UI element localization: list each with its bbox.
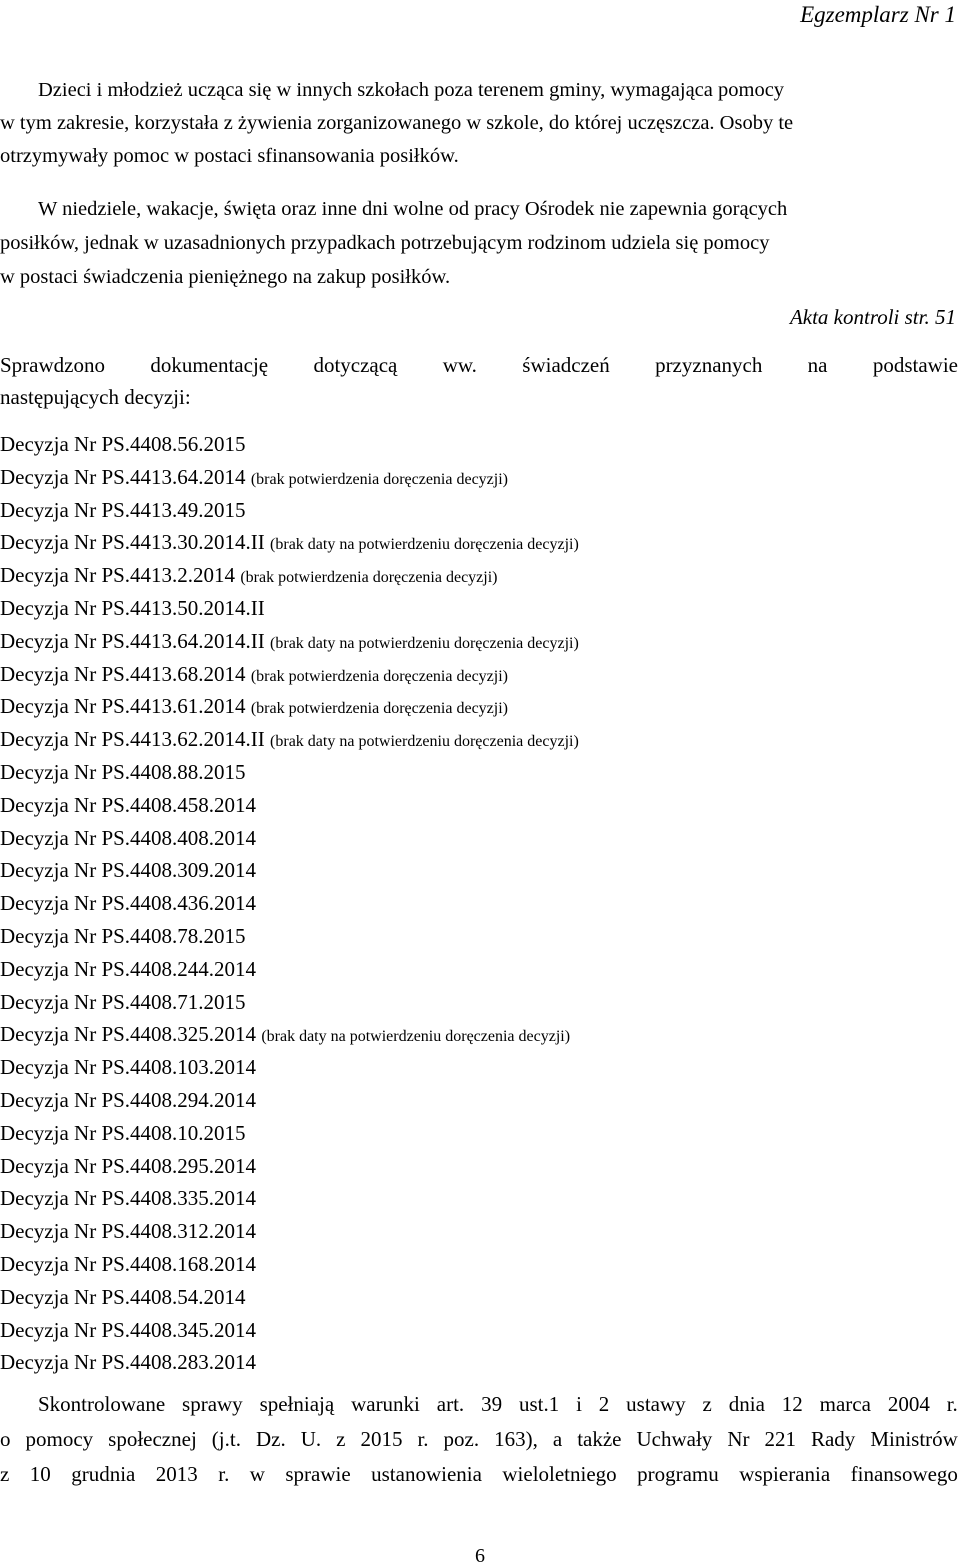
justified-line — [0, 1457, 958, 1492]
word: marca — [819, 1392, 871, 1416]
decision-number: Decyzja Nr PS.4413.50.2014.II — [0, 595, 265, 620]
decision-note: (brak potwierdzenia doręczenia decyzji) — [240, 569, 498, 587]
word: w — [249, 1462, 265, 1486]
decision-item — [0, 756, 579, 789]
paragraph-line: W niedziele, wakacje, święta oraz inne dni wolne od pracy Ośrodek nie zapewnia gorących — [38, 198, 788, 220]
word: także — [577, 1427, 622, 1451]
word: i — [576, 1392, 582, 1416]
word: Skontrolowane — [38, 1392, 166, 1416]
decision-number: Decyzja Nr PS.4413.30.2014.II — [0, 530, 265, 555]
word: 2 — [598, 1392, 610, 1416]
page-number: 6 — [475, 1545, 485, 1567]
word: Nr — [727, 1427, 750, 1451]
word: społecznej — [108, 1427, 197, 1451]
word: sprawy — [182, 1392, 243, 1416]
decision-number: Decyzja Nr PS.4408.56.2015 — [0, 432, 246, 456]
word: na — [807, 353, 828, 377]
paragraph-line: w tym zakresie, korzystała z żywienia zorganizowanego w szkole, do której uczęszcza. Osoby te — [0, 112, 794, 134]
word: przyznanych — [655, 353, 763, 377]
justified-line — [0, 349, 958, 381]
decision-note: (brak potwierdzenia doręczenia decyzji) — [250, 700, 508, 718]
decision-item — [0, 461, 579, 494]
word: 163), — [494, 1427, 538, 1451]
word: dnia — [728, 1392, 765, 1416]
decision-number: Decyzja Nr PS.4408.103.2014 — [0, 1055, 257, 1080]
paragraph-conclusion — [0, 1387, 958, 1492]
word: pomocy — [25, 1427, 94, 1451]
decision-item — [0, 854, 579, 887]
decision-number: Decyzja Nr PS.4408.78.2015 — [0, 923, 246, 948]
justified-line — [0, 1422, 958, 1457]
decision-number: Decyzja Nr PS.4408.168.2014 — [0, 1251, 257, 1276]
copy-number-header: Egzemplarz Nr 1 — [800, 2, 956, 27]
decision-number: Decyzja Nr PS.4408.294.2014 — [0, 1087, 257, 1112]
word: Ministrów — [870, 1427, 958, 1451]
decision-number: Decyzja Nr PS.4408.436.2014 — [0, 891, 257, 916]
word: podstawie — [872, 353, 958, 377]
decision-item — [0, 822, 579, 855]
word: 39 — [481, 1392, 503, 1416]
decision-note: (brak daty na potwierdzeniu doręczenia decyzji) — [270, 733, 579, 751]
word: r. — [946, 1392, 958, 1416]
word: Uchwały — [636, 1427, 713, 1451]
decision-number: Decyzja Nr PS.4413.64.2014 — [0, 464, 246, 489]
decision-item — [0, 690, 579, 723]
word: art. — [436, 1392, 465, 1416]
paragraph-documentation-checked — [0, 349, 958, 413]
decision-number: Decyzja Nr PS.4408.345.2014 — [0, 1317, 257, 1342]
decision-item — [0, 1117, 579, 1150]
word: poz. — [443, 1427, 480, 1451]
word: 12 — [781, 1392, 803, 1416]
word: 2015 — [360, 1427, 403, 1451]
decision-number: Decyzja Nr PS.4408.335.2014 — [0, 1186, 257, 1211]
decision-number: Decyzja Nr PS.4408.408.2014 — [0, 825, 257, 850]
decision-number: Decyzja Nr PS.4408.10.2015 — [0, 1120, 246, 1145]
decision-number: Decyzja Nr PS.4413.49.2015 — [0, 497, 246, 522]
decision-item — [0, 920, 579, 953]
word: 221 — [764, 1427, 796, 1451]
decision-item — [0, 1215, 579, 1248]
decision-item — [0, 986, 579, 1019]
word: z — [702, 1392, 712, 1416]
decision-item — [0, 1314, 579, 1347]
word: spełniają — [259, 1392, 335, 1416]
decision-note: (brak daty na potwierdzeniu doręczenia decyzji) — [270, 634, 579, 652]
decision-item — [0, 1182, 579, 1215]
decision-list — [0, 428, 579, 1379]
word: dokumentację — [150, 353, 269, 377]
decision-number: Decyzja Nr PS.4408.309.2014 — [0, 858, 257, 883]
word: sprawie — [285, 1462, 351, 1486]
decision-number: Decyzja Nr PS.4408.244.2014 — [0, 956, 257, 981]
paragraph-line: otrzymywały pomoc w postaci sfinansowania posiłków. — [0, 145, 459, 167]
word: r. — [417, 1427, 429, 1451]
word: wieloletniego — [502, 1462, 617, 1486]
word: wspierania — [739, 1462, 831, 1486]
decision-number: Decyzja Nr PS.4408.295.2014 — [0, 1153, 257, 1178]
decision-number: Decyzja Nr PS.4408.458.2014 — [0, 792, 257, 817]
decision-item — [0, 625, 579, 658]
decision-item — [0, 789, 579, 822]
decision-note: (brak daty na potwierdzeniu doręczenia decyzji) — [261, 1028, 571, 1046]
paragraph-line: posiłków, jednak w uzasadnionych przypadkach potrzebującym rodzinom udziela się pomocy — [0, 232, 770, 254]
decision-note: (brak potwierdzenia doręczenia decyzji) — [250, 470, 508, 488]
paragraph-line: Dzieci i młodzież ucząca się w innych szkołach poza terenem gminy, wymagająca pomocy — [38, 79, 785, 101]
word: Rady — [810, 1427, 856, 1451]
decision-number: Decyzja Nr PS.4408.71.2015 — [0, 989, 246, 1014]
word: warunki — [351, 1392, 420, 1416]
decision-item — [0, 494, 579, 527]
paragraph-school-meals — [0, 74, 958, 173]
word: Sprawdzono — [0, 353, 105, 377]
decision-item — [0, 592, 579, 625]
word: 10 — [29, 1462, 51, 1486]
decision-number: Decyzja Nr PS.4413.62.2014.II — [0, 727, 265, 752]
word: a — [552, 1427, 563, 1451]
decision-number: Decyzja Nr PS.4408.312.2014 — [0, 1219, 257, 1244]
decision-number: Decyzja Nr PS.4413.2.2014 — [0, 563, 236, 588]
word: o — [0, 1427, 11, 1451]
decision-number: Decyzja Nr PS.4413.61.2014 — [0, 694, 246, 719]
decision-note: (brak potwierdzenia doręczenia decyzji) — [250, 667, 508, 685]
decision-item — [0, 953, 579, 986]
word: ww. — [442, 353, 477, 377]
decision-number: Decyzja Nr PS.4413.64.2014.II — [0, 628, 265, 653]
decision-note: (brak daty na potwierdzeniu doręczenia decyzji) — [270, 536, 579, 554]
word: z — [336, 1427, 346, 1451]
word: ustanowienia — [371, 1462, 482, 1486]
word: r. — [218, 1462, 230, 1486]
word: grudnia — [71, 1462, 136, 1486]
word: ust.1 — [518, 1392, 560, 1416]
files-reference: Akta kontroli str. 51 — [789, 305, 956, 329]
word: finansowego — [850, 1462, 958, 1486]
decision-item — [0, 1051, 579, 1084]
decision-number: Decyzja Nr PS.4408.283.2014 — [0, 1350, 257, 1375]
decision-item — [0, 723, 579, 756]
decision-item — [0, 559, 579, 592]
word: programu — [637, 1462, 719, 1486]
word: ustawy — [626, 1392, 686, 1416]
word: U. — [300, 1427, 322, 1451]
decision-item — [0, 1018, 579, 1051]
paragraph-line: następujących decyzji: — [0, 385, 191, 409]
word: Dz. — [255, 1427, 286, 1451]
paragraph-line: w postaci świadczenia pieniężnego na zakup posiłków. — [0, 266, 451, 288]
word: 2013 — [155, 1462, 198, 1486]
decision-item — [0, 428, 579, 461]
decision-number: Decyzja Nr PS.4408.88.2015 — [0, 759, 246, 784]
word: z — [0, 1462, 10, 1486]
justified-line — [0, 1387, 958, 1422]
word: świadczeń — [522, 353, 610, 377]
word: dotyczącą — [313, 353, 398, 377]
decision-number: Decyzja Nr PS.4413.68.2014 — [0, 661, 246, 686]
decision-item — [0, 658, 579, 691]
decision-item — [0, 1281, 579, 1314]
paragraph-weekend-meals — [0, 192, 958, 294]
decision-item — [0, 526, 579, 559]
word: 2004 — [887, 1392, 930, 1416]
decision-number: Decyzja Nr PS.4408.54.2014 — [0, 1284, 246, 1309]
decision-item — [0, 1150, 579, 1183]
decision-item — [0, 887, 579, 920]
word: (j.t. — [211, 1427, 241, 1451]
decision-item — [0, 1346, 579, 1379]
decision-item — [0, 1248, 579, 1281]
decision-item — [0, 1084, 579, 1117]
decision-number: Decyzja Nr PS.4408.325.2014 — [0, 1022, 257, 1047]
